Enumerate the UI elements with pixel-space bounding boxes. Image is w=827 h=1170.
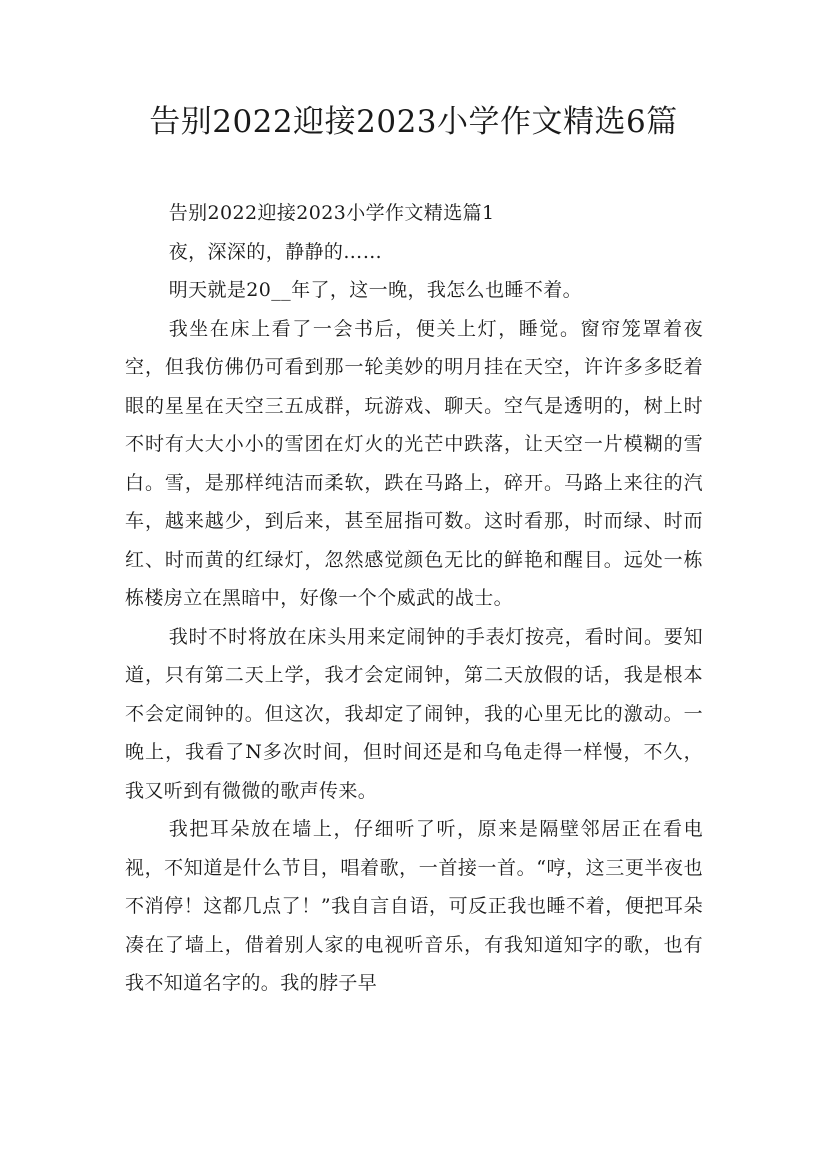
document-body — [125, 194, 703, 1003]
document-title: 告别2022迎接2023小学作文精选6篇 — [149, 104, 678, 140]
section-heading: 告别2022迎接2023小学作文精选篇1 — [168, 202, 495, 224]
paragraph: 我坐在床上看了一会书后，便关上灯，睡觉。窗帘笼罩着夜空，但我仿佛仍可看到那一轮美妙的明月挂在天空，许许多多眨着眼的星星在天空三五成群，玩游戏、聊天。空气是透明的，树上时不时有大大小小的雪团在灯火的光芒中跌落，让天空一片模糊的雪白。雪，是那样纯洁而柔软，跌在马路上，碎开。马路上来往的汽车，越来越少，到后来，甚至屈指可数。这时看那，时而绿、时而红、时而黄的红绿灯，忽然感觉颜色无比的鲜艳和醒目。远处一栋栋楼房立在黑暗中，好像一个个威武的战士。 — [125, 317, 703, 609]
paragraph: 明天就是20__年了，这一晚，我怎么也睡不着。 — [168, 279, 583, 301]
paragraph: 我把耳朵放在墙上，仔细听了听，原来是隔壁邻居正在看电视，不知道是什么节目，唱着歌，一首接一首。“哼，这三更半夜也不消停！这都几点了！”我自言自语，可反正我也睡不着，便把耳朵凑在了墙上，借着别人家的电视听音乐，有我知道知字的歌，也有我不知道名字的。我的脖子早 — [125, 818, 703, 994]
paragraph: 夜，深深的，静静的…… — [168, 240, 383, 263]
paragraph: 我时不时将放在床头用来定闹钟的手表灯按亮，看时间。要知道，只有第二天上学，我才会定闹钟，第二天放假的话，我是根本不会定闹钟的。但这次，我却定了闹钟，我的心里无比的激动。一晚上，我看了N多次时间，但时间还是和乌龟走得一样慢，不久，我又听到有微微的歌声传来。 — [125, 625, 703, 802]
